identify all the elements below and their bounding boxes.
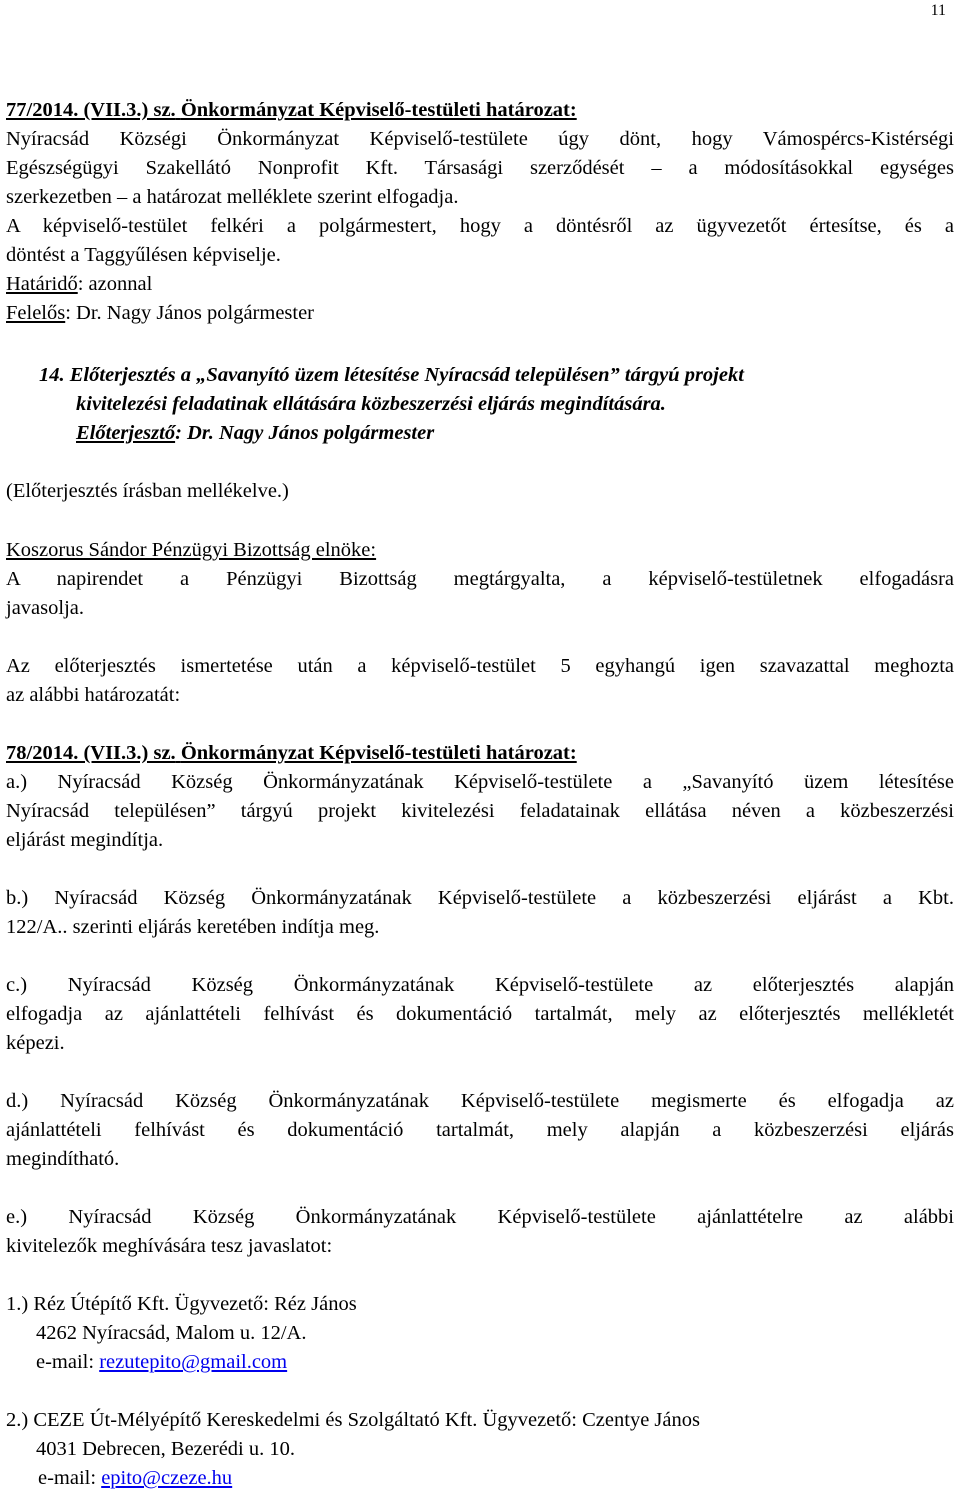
- contractor-1-address: 4262 Nyíracsád, Malom u. 12/A.: [36, 1322, 307, 1344]
- presenter-label: Előterjesztő: [76, 422, 176, 444]
- resolution-77-deadline: [6, 270, 152, 298]
- committee-chair-heading: Koszorus Sándor Pénzügyi Bizottság elnöke:: [6, 539, 377, 561]
- resolution-78-c-line2: elfogadja az ajánlattételi felhívást és dokumentáció tartalmát, mely az előterjesztés mellékletét: [6, 1003, 954, 1025]
- resolution-77-title: Önkormányzat Képviselő-testületi határozat:: [180, 99, 577, 121]
- responsible-value: : Dr. Nagy János polgármester: [65, 302, 315, 324]
- presenter-value: : Dr. Nagy János polgármester: [175, 422, 435, 444]
- resolution-78-b-line1: b.) Nyíracsád Község Önkormányzatának Képviselő-testülete a közbeszerzési eljárást a Kbt.: [6, 887, 954, 909]
- contractor-2-address: 4031 Debrecen, Bezerédi u. 10.: [36, 1438, 295, 1460]
- contractor-2-email-line: [38, 1464, 232, 1492]
- item-14-title-line2: kivitelezési feladatinak ellátására közbeszerzési eljárás megindítására.: [76, 393, 666, 415]
- resolution-78-c-line3: képezi.: [6, 1032, 65, 1054]
- deadline-value: : azonnal: [77, 273, 153, 295]
- contractor-2-email-link[interactable]: epito@czeze.hu: [101, 1467, 233, 1489]
- email-label: e-mail:: [38, 1467, 102, 1489]
- resolution-77-heading: [6, 96, 577, 124]
- contractor-1-email-line: [36, 1348, 287, 1376]
- vote-line2: az alábbi határozatát:: [6, 684, 181, 706]
- resolution-78-e-line1: e.) Nyíracsád Község Önkormányzatának Képviselő-testülete ajánlattételre az alábbi: [6, 1206, 954, 1228]
- committee-opinion-line1: A napirendet a Pénzügyi Bizottság megtárgyalta, a képviselő-testületnek elfogadásra: [6, 568, 954, 590]
- committee-opinion-line2: javasolja.: [6, 597, 84, 619]
- contractor-1-name: 1.) Réz Útépítő Kft. Ügyvezető: Réz János: [6, 1293, 357, 1315]
- email-label: e-mail:: [36, 1351, 100, 1373]
- resolution-77-line1: Nyíracsád Községi Önkormányzat Képviselő-testülete úgy dönt, hogy Vámospércs-Kistérségi: [6, 128, 954, 150]
- responsible-label: Felelős: [6, 302, 66, 324]
- item-14-presenter: [76, 419, 434, 447]
- resolution-78-e-line2: kivitelezők meghívására tesz javaslatot:: [6, 1235, 333, 1257]
- page-number: 11: [930, 2, 946, 19]
- resolution-78-b-line2: 122/A.. szerinti eljárás keretében indítja meg.: [6, 916, 380, 938]
- resolution-78-heading: [6, 739, 577, 767]
- contractor-1-email-link[interactable]: rezutepito@gmail.com: [99, 1351, 288, 1373]
- contractor-2-name: 2.) CEZE Út-Mélyépítő Kereskedelmi és Szolgáltató Kft. Ügyvezető: Czentye János: [6, 1409, 700, 1431]
- resolution-78-d-line1: d.) Nyíracsád Község Önkormányzatának Képviselő-testülete megismerte és elfogadja az: [6, 1090, 954, 1112]
- resolution-78-a-line2: Nyíracsád településen” tárgyú projekt kivitelezési feladatainak ellátása néven a közbeszerzési: [6, 800, 954, 822]
- resolution-78-title: Önkormányzat Képviselő-testületi határozat:: [180, 742, 577, 764]
- item-14-title-line1: 14. Előterjesztés a „Savanyító üzem létesítése Nyíracsád településen” tárgyú projekt: [39, 364, 744, 386]
- item-14-number: 14.: [39, 364, 65, 386]
- resolution-77-line3: szerkezetben – a határozat melléklete szerint elfogadja.: [6, 186, 459, 208]
- resolution-78-a-line1: a.) Nyíracsád Község Önkormányzatának Képviselő-testülete a „Savanyító üzem létesítése: [6, 771, 954, 793]
- resolution-78-c-line1: c.) Nyíracsád Község Önkormányzatának Képviselő-testülete az előterjesztés alapján: [6, 974, 954, 996]
- resolution-78-a-line3: eljárást megindítja.: [6, 829, 164, 851]
- resolution-78-d-line3: megindítható.: [6, 1148, 120, 1170]
- resolution-78-number: 78/2014. (VII.3.) sz.: [6, 742, 176, 764]
- resolution-77-responsible: [6, 299, 314, 327]
- resolution-77-line2: Egészségügyi Szakellátó Nonprofit Kft. Társasági szerződését – a módosításokkal egységes: [6, 157, 954, 179]
- resolution-77-line4: A képviselő-testület felkéri a polgármestert, hogy a döntésről az ügyvezetőt értesítse, és a: [6, 215, 954, 237]
- resolution-78-d-line2: ajánlattételi felhívást és dokumentáció tartalmát, mely alapján a közbeszerzési eljárás: [6, 1119, 954, 1141]
- item-14-attached-note: (Előterjesztés írásban mellékelve.): [6, 480, 289, 502]
- vote-line1: Az előterjesztés ismertetése után a képviselő-testület 5 egyhangú igen szavazattal meghozta: [6, 655, 954, 677]
- resolution-77-line5: döntést a Taggyűlésen képviselje.: [6, 244, 281, 266]
- deadline-label: Határidő: [6, 273, 78, 295]
- resolution-77-number: 77/2014. (VII.3.) sz.: [6, 99, 176, 121]
